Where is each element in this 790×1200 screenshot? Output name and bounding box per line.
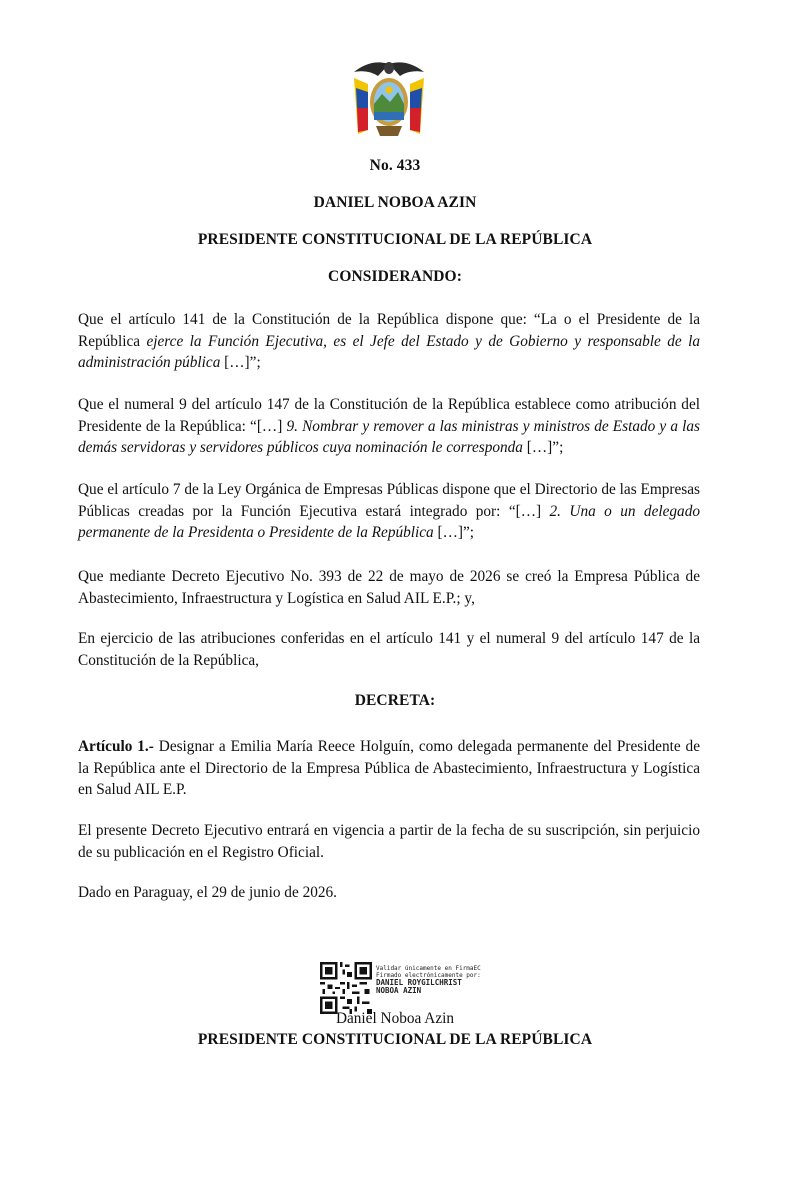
qr-code-icon[interactable] (320, 962, 372, 1014)
signature-signer-line-2: NOBOA AZIN (376, 986, 422, 995)
signature-signed-by-line: Firmado electrónicamente por: (376, 971, 481, 979)
signature-signer-line-1: DANIEL ROYGILCHRIST (376, 978, 462, 987)
consideration-4: Que mediante Decreto Ejecutivo No. 393 de 22 de mayo de 2026 se creó la Empresa Pública de Abastecimiento, Infraestructura y Logística en Salud AIL E.P.; y, (78, 568, 700, 607)
article-1-label: Artículo 1.- (78, 738, 154, 755)
decrees-heading: DECRETA: (354, 692, 436, 709)
signature-text (376, 966, 481, 995)
decree-number: No. 433 (369, 157, 421, 174)
president-title: PRESIDENTE CONSTITUCIONAL DE LA REPÚBLICA (197, 231, 593, 248)
signature-validation-line: Validar únicamente en FirmaEC (376, 965, 481, 972)
president-name: DANIEL NOBOA AZIN (313, 194, 477, 211)
article-1-text: Designar a Emilia María Reece Holguín, como delegada permanente del Presidente de la República ante el Directorio de la Empresa Pública de Abastecimiento, Infraestructura y Logística en Salud AIL E.P. (78, 738, 700, 798)
consideration-2: Que el numeral 9 del artículo 147 de la Constitución de la República establece como atribución del Presidente de la República: “[…] 9. Nombrar y remover a las ministras y ministros de Estado y a las demás servidoras y servidores públicos cuya nominación le corresponda […]”; (78, 396, 701, 456)
consideration-3: Que el artículo 7 de la Ley Orgánica de Empresas Públicas dispone que el Directorio de las Empresas Públicas creadas por la Función Ejecutiva estará integrado por: “[…] 2. Una o un delegado permanente de la Presidenta o Presidente de la República […]”; (78, 481, 701, 541)
signer-title: PRESIDENTE CONSTITUCIONAL DE LA REPÚBLICA (197, 1031, 593, 1048)
consideration-5: En ejercicio de las atribuciones conferidas en el artículo 141 y el numeral 9 del artículo 147 de la Constitución de la República, (78, 630, 700, 669)
consideration-1: Que el artículo 141 de la Constitución de la República dispone que: “La o el Presidente de la República ejerce la Función Ejecutiva, es el Jefe del Estado y de Gobierno y responsable de la administración pública […]”; (78, 311, 701, 371)
article-1 (78, 736, 700, 801)
considering-heading: CONSIDERANDO: (328, 268, 462, 285)
signer-name: Daniel Noboa Azin (335, 1010, 455, 1027)
given-at: Dado en Paraguay, el 29 de junio de 2026. (78, 884, 337, 901)
coat-of-arms-icon (346, 58, 432, 140)
final-provision: El presente Decreto Ejecutivo entrará en vigencia a partir de la fecha de su suscripción, sin perjuicio de su publicación en el Registro Oficial. (78, 822, 700, 861)
